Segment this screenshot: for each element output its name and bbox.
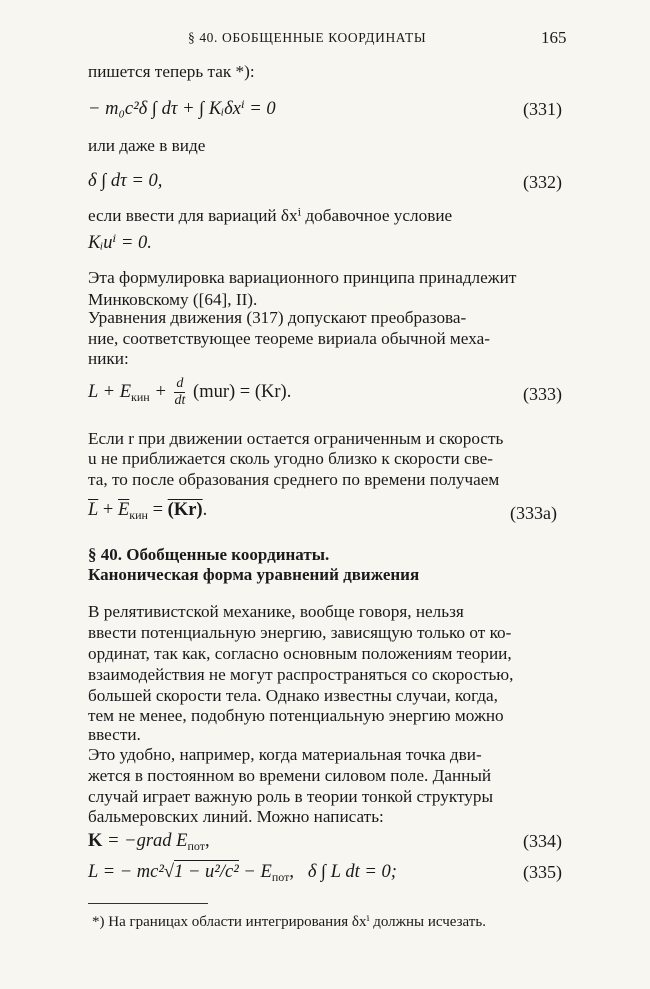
text-line: Это удобно, например, когда материальная точка дви-	[88, 745, 482, 764]
equation-number: (335)	[523, 862, 562, 882]
text-line: жется в постоянном во времени силовом поле. Данный	[88, 766, 492, 785]
text-line: взаимодействия не могут распространяться со скоростью,	[88, 665, 514, 684]
equation-number: (331)	[523, 99, 562, 119]
footnote: *) На границах области интегрирования δxⁱ должны исчезать.	[92, 914, 486, 930]
text-line: если ввести для вариаций δxⁱ добавочное условие	[88, 206, 453, 225]
text-line: ние, соответствующее теореме вириала обычной меха-	[88, 329, 490, 348]
equation-331: − m₀c²δ ∫ dτ + ∫ Kᵢδxⁱ = 0	[88, 99, 276, 119]
text-line: или даже в виде	[88, 136, 206, 155]
footnote-rule	[88, 903, 208, 904]
equation-number: (332)	[523, 172, 562, 192]
text-line: u не приближается сколь угодно близко к скорости све-	[88, 449, 493, 468]
text-line: бальмеровских линий. Можно написать:	[88, 807, 384, 826]
page-number: 165	[541, 28, 567, 47]
text-line: большей скорости тела. Однако известны случаи, когда,	[88, 686, 498, 705]
section-heading: Каноническая форма уравнений движения	[88, 565, 420, 584]
running-title: § 40. ОБОБЩЕННЫЕ КООРДИНАТЫ	[188, 30, 427, 45]
equation-333a: $\overline{L} + \overline{E}_{кин} = (Kr)$.	[88, 500, 208, 522]
text-line: Минковскому ([64], II).	[88, 290, 258, 309]
equation-332: δ ∫ dτ = 0,	[88, 171, 163, 191]
equation-334: K = −grad $E_{пот}$,	[88, 831, 210, 853]
equation-condition: Kᵢuⁱ = 0.	[88, 233, 152, 253]
section-heading: § 40. Обобщенные координаты.	[88, 545, 330, 564]
text-line: В релятивистской механике, вообще говоря, нельзя	[88, 602, 464, 621]
text-line: та, то после образования среднего по времени получаем	[88, 470, 500, 489]
text-line: Эта формулировка вариационного принципа принадлежит	[88, 268, 517, 287]
text-line: пишется теперь так *):	[88, 62, 255, 81]
equation-335: L = − $mc^2√1 - u^2/c^2 - E_{пот}$, δ ∫ L dt = 0;	[88, 862, 397, 884]
equation-number: (334)	[523, 831, 562, 851]
fraction: $\frac{d}{dt}$	[174, 376, 186, 408]
equation-number: (333)	[523, 384, 562, 404]
text-line: ординат, так как, согласно основным положениям теории,	[88, 644, 512, 663]
page-header	[0, 28, 650, 50]
text-line: ввести потенциальную энергию, зависящую только от ко-	[88, 623, 512, 642]
text-line: тем не менее, подобную потенциальную энергию можно	[88, 706, 504, 725]
equation-number: (333а)	[510, 503, 557, 523]
text-line: ввести.	[88, 725, 141, 744]
text-line: Если r при движении остается ограниченным и скорость	[88, 429, 504, 448]
text-line: ники:	[88, 349, 129, 368]
text-line: случай играет важную роль в теории тонкой структуры	[88, 787, 493, 806]
equation-333: $L + E_{кин}$ + $\frac{d}{dt}$ (mur) = (Kr).	[88, 376, 292, 408]
text-line: Уравнения движения (317) допускают преобразова-	[88, 308, 467, 327]
